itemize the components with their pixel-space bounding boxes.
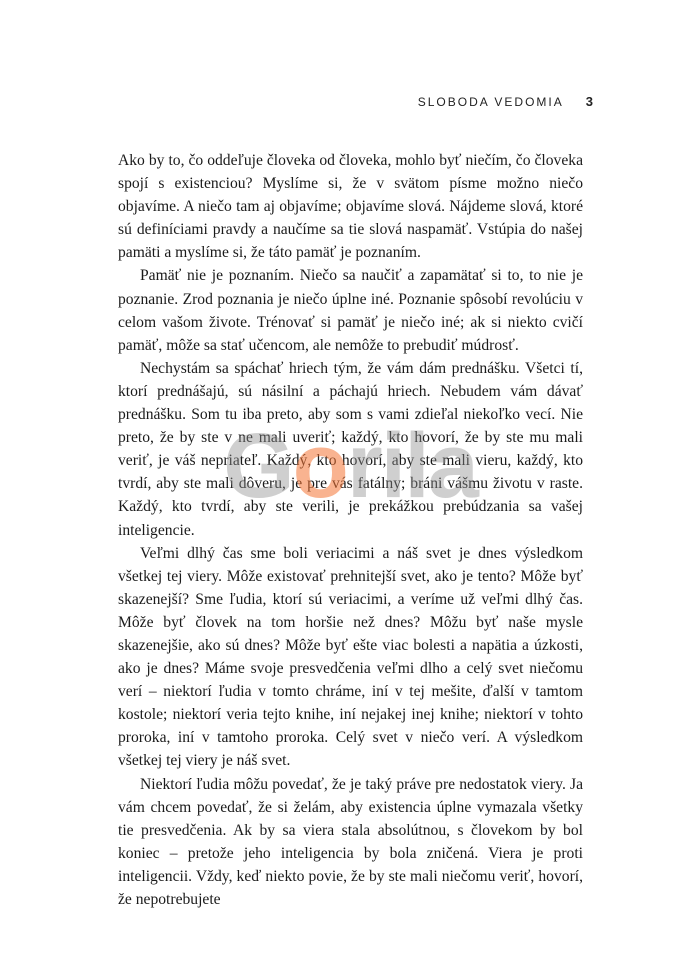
paragraph-4: Veľmi dlhý čas sme boli veriacimi a náš svet je dnes výsledkom všetkej tej viery. Môže existovať prehnitejší svet, ako je tento? Môže byť skazenejší? Sme ľudia, ktorí sú veriacimi, a veríme už veľmi dlhý čas. Môže byť človek na tom horšie než dnes? Môžu byť naše mysle skazenejšie, ako sú dnes? Môže byť ešte viac bolesti a napätia a úzkosti, ako je dnes? Máme svoje presvedčenia veľmi dlho a celý svet niečomu verí – niektorí ľudia v tomto chráme, iní v tej mešite, ďalší v tamtom kostole; niektorí veria tejto knihe, iní nejakej inej knihe; niektorí v tohto proroka, iní v tamtoho proroka. Celý svet v niečo verí. A výsledkom všetkej tej viery je náš svet. xyxy=(118,544,583,770)
body-text xyxy=(118,149,583,911)
running-title: SLOBODA VEDOMIA xyxy=(417,94,564,109)
watermark-part-2: rila xyxy=(346,415,477,517)
watermark-accent: o xyxy=(292,415,347,517)
watermark-part-1: G xyxy=(223,415,293,517)
paragraph-2: Pamäť nie je poznaním. Niečo sa naučiť a zapamätať si to, to nie je poznanie. Zrod poznania je niečo úplne iné. Poznanie spôsobí revolúciu v celom vašom živote. Trénovať si pamäť je niečo iné; ak si niekto cvičí pamäť, môže sa stať učencom, ale nemôže to prebudiť múdrosť. xyxy=(118,267,583,354)
paragraph-1: Ako by to, čo oddeľuje človeka od človeka, mohlo byť niečím, čo človeka spojí s existenciou? Myslíme si, že v svätom písme možno niečo objavíme. A niečo tam aj objavíme; objavíme slová. Nájdeme slová, ktoré sú definíciami pravdy a naučíme sa tie slová naspamäť. Vstúpia do našej pamäti a myslíme si, že táto pamäť je poznaním. xyxy=(118,152,583,262)
paragraph-5: Niektorí ľudia môžu povedať, že je taký práve pre nedostatok viery. Ja vám chcem povedať, že si želám, aby existencia úplne vymazala všetky tie presvedčenia. Ak by sa viera stala absolútnou, s človekom by bol koniec – pretože jeho inteligencia by bola zničená. Viera je proti inteligencii. Vždy, keď niekto povie, že by ste mali niečomu veriť, hovorí, že nepotrebujete xyxy=(118,775,583,908)
paragraph-3: Nechystám sa spáchať hriech tým, že vám dám prednášku. Všetci tí, ktorí prednášajú, sú násilní a páchajú hriech. Nebudem vám dávať prednášku. Som tu iba preto, aby som s vami zdieľal niekoľko vecí. Nie preto, že by ste v ne mali uveriť; každý, kto hovorí, že by ste mu mali veriť, je váš nepriateľ. Každý, kto hovorí, aby ste mali vieru, každý, kto tvrdí, aby ste mali dôveru, je pre vás fatálny; bráni vášmu životu v raste. Každý, kto tvrdí, aby ste verili, je prekážkou prebúdzania sa vašej inteligencie. xyxy=(118,359,583,539)
running-header xyxy=(418,94,593,109)
page-number: 3 xyxy=(585,94,593,109)
